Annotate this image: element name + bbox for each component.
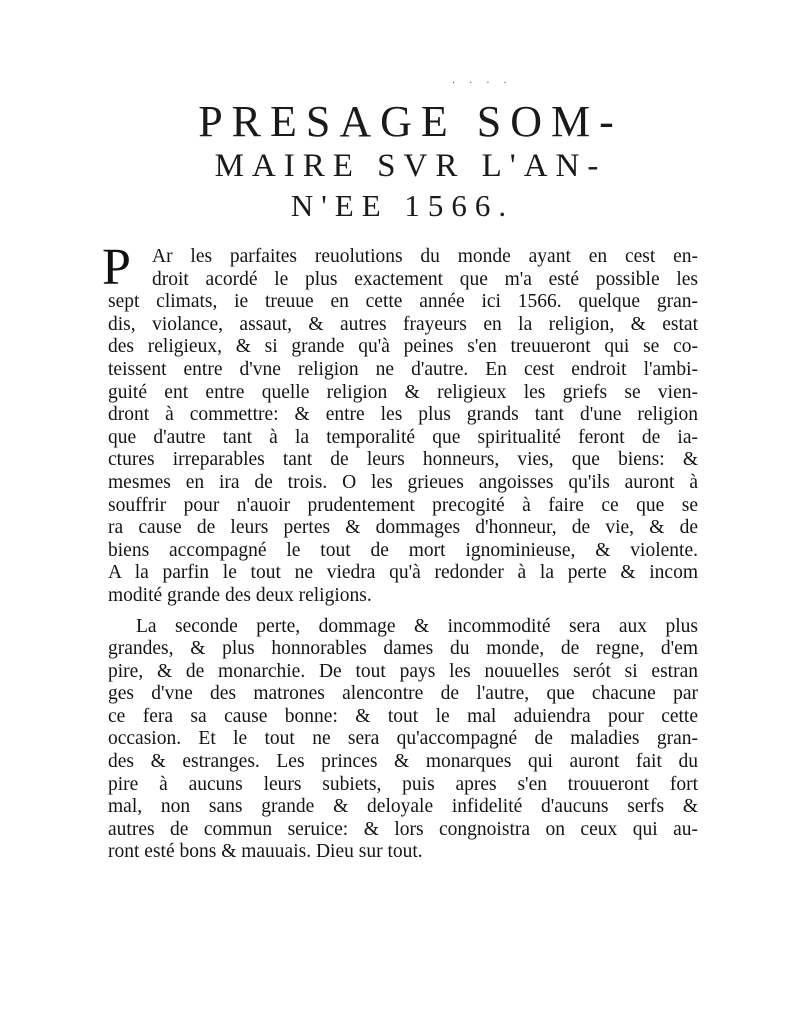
text-line: mesmes en ira de trois. O les grieues angoisses qu'ils auront à (108, 471, 698, 493)
text-line: des religieux, & si grande qu'à peines s'en treuueront qui se co- (108, 336, 698, 358)
text-line: La seconde perte, dommage & incommodité sera aux plus (136, 615, 698, 637)
text-line: modité grande des deux religions. (108, 584, 372, 606)
text-line: ges d'vne des matrones alencontre de l'autre, que chacune par (108, 683, 698, 705)
text-line: biens accompagné le tout de mort ignominieuse, & violente. (108, 539, 698, 561)
text-line: autres de commun seruice: & lors congnoistra on ceux qui au- (108, 818, 698, 840)
text-line: occasion. Et le tout ne sera qu'accompagné de maladies gran- (108, 728, 698, 750)
text-line: des & estranges. Les princes & monarques qui auront fait du (108, 751, 698, 773)
text-line: dront à commettre: & entre les plus grands tant d'une religion (108, 404, 698, 426)
title-line-2: MAIRE SVR L'AN- (214, 148, 607, 184)
text-line: mal, non sans grande & deloyale infidelité d'aucuns serfs & (108, 796, 698, 818)
body-text (102, 239, 698, 864)
title-line-3: N'EE 1566. (290, 188, 515, 223)
text-line: ra cause de leurs pertes & dommages d'honneur, de vie, & de (108, 517, 698, 539)
text-line: que d'autre tant à la temporalité que spiritualité feront de ia- (108, 426, 698, 448)
text-line: ce fera sa cause bonne: & tout le mal aduiendra pour cette (108, 705, 698, 727)
text-line: pire à aucuns leurs subiets, puis apres s'en trouueront fort (108, 773, 698, 795)
text-line: grandes, & plus honnorables dames du monde, de regne, d'em (108, 638, 698, 660)
text-line: ctures irreparables tant de leurs honneurs, vies, que biens: & (108, 449, 698, 471)
text-line: pire, & de monarchie. De tout pays les nouuelles serót si estran (108, 660, 698, 682)
text-line: sept climats, ie treuue en cette année ici 1566. quelque gran- (108, 291, 698, 313)
paragraph-1 (102, 239, 698, 608)
text-line: ront esté bons & mauuais. Dieu sur tout. (108, 841, 423, 863)
printer-mark: ···· (452, 78, 521, 89)
paragraph-2 (108, 616, 698, 865)
drop-cap: P (102, 239, 131, 296)
text-line: dis, violance, assaut, & autres frayeurs en la religion, & estat (108, 313, 698, 335)
text-line: guité ent entre quelle religion & religieux les griefs se vien- (108, 381, 698, 403)
title-line-1: PRESAGE SOM- (198, 97, 623, 146)
text-line: Ar les parfaites reuolutions du monde ayant en cest en- (152, 246, 698, 267)
text-line: teissent entre d'vne religion ne d'autre. En cest endroit l'ambi- (108, 358, 698, 380)
paragraph-gap (108, 608, 698, 616)
text-line: droit acordé le plus exactement que m'a esté possible les (152, 268, 698, 290)
text-line: A la parfin le tout ne viedra qu'à redonder à la perte & incom (108, 562, 698, 584)
text-line: souffrir pour n'auoir prudentement precogité à faire ce que se (108, 494, 698, 516)
